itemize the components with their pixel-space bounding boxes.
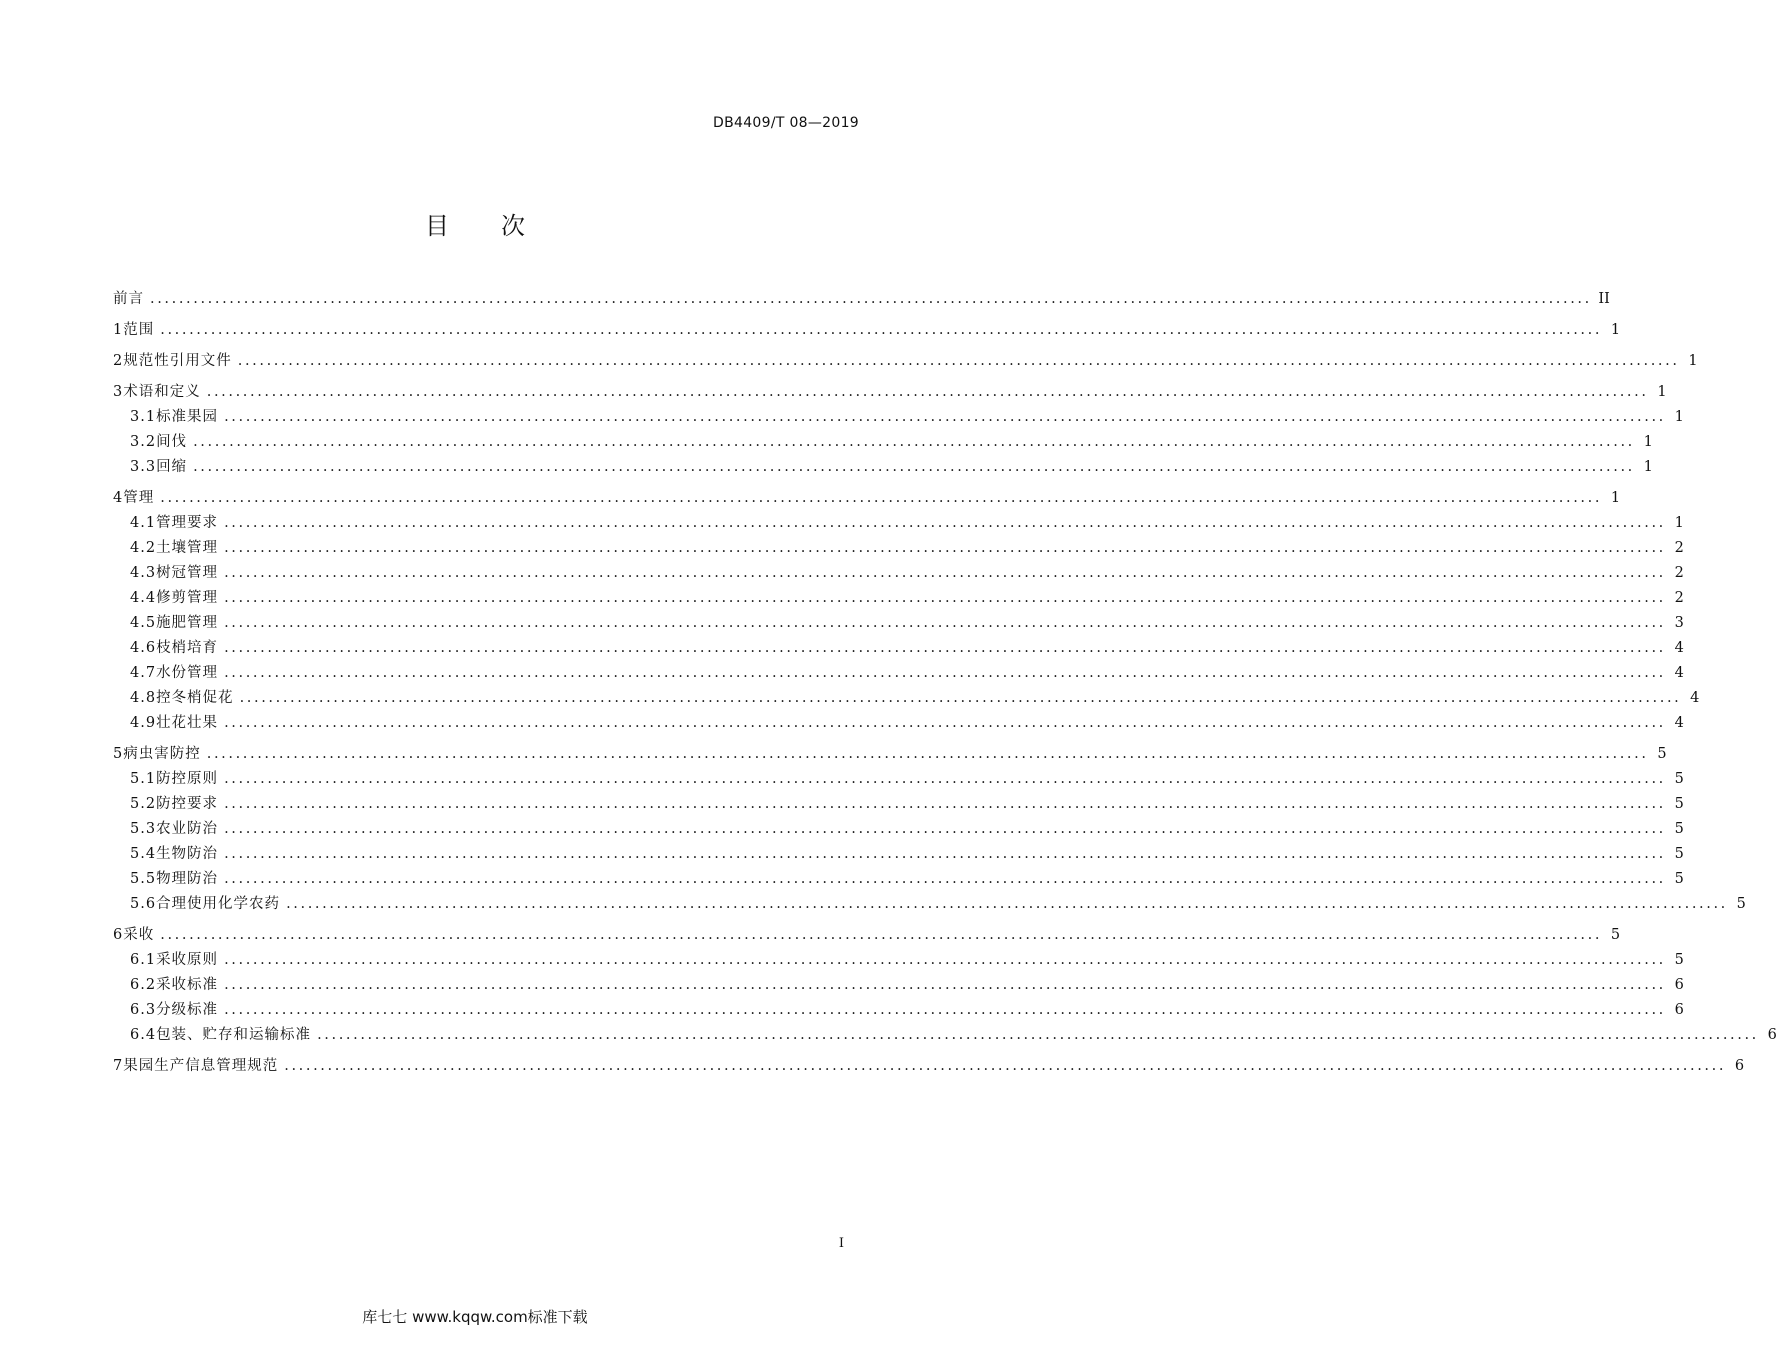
toc-leader-dots: ........................................................................................................................................................................................................ [224, 409, 1666, 425]
toc-entry-page: 6 [1674, 977, 1684, 993]
toc-leader-dots: ........................................................................................................................................................................................................ [286, 896, 1728, 912]
toc-entry-number: 5.5 [130, 871, 157, 887]
toc-leader-dots: ........................................................................................................................................................................................................ [224, 540, 1666, 556]
toc-entry[interactable] [113, 287, 1610, 312]
toc-entry-label: 回缩 [156, 459, 188, 475]
toc-entry[interactable] [113, 1054, 1745, 1079]
toc-entry-page: 1 [1610, 490, 1621, 506]
toc-entry-number: 6 [113, 927, 124, 943]
toc-entry-number: 4.6 [130, 640, 157, 656]
toc-entry-page: 5 [1674, 821, 1684, 837]
toc-entry-label: 农业防治 [156, 821, 219, 837]
toc-entry-page: 2 [1674, 565, 1684, 581]
document-code: DB4409/T 08—2019 [713, 115, 859, 131]
toc-entry-label: 防控要求 [156, 796, 219, 812]
toc-leader-dots: ........................................................................................................................................................................................................ [224, 1002, 1666, 1018]
toc-leader-dots: ........................................................................................................................................................................................................ [284, 1058, 1727, 1074]
toc-entry[interactable] [113, 380, 1667, 405]
toc-entry[interactable] [113, 867, 1684, 892]
toc-leader-dots: ........................................................................................................................................................................................................ [160, 322, 1603, 338]
toc-entry-page: 1 [1610, 322, 1621, 338]
toc-entry[interactable] [113, 430, 1653, 455]
toc-entry-page: 4 [1674, 715, 1684, 731]
toc-entry-label: 采收标准 [156, 977, 219, 993]
toc-entry-number: 6.1 [130, 952, 157, 968]
toc-entry-number: 4.1 [130, 515, 157, 531]
toc-entry-label: 树冠管理 [156, 565, 219, 581]
toc-entry-page: 6 [1674, 1002, 1684, 1018]
toc-entry-page: 5 [1736, 896, 1746, 912]
toc-entry[interactable] [113, 973, 1684, 998]
toc-leader-dots: ........................................................................................................................................................................................................ [224, 821, 1666, 837]
toc-entry[interactable] [113, 586, 1684, 611]
table-of-contents [113, 287, 1777, 1079]
toc-entry[interactable] [113, 405, 1684, 430]
toc-entry-label: 术语和定义 [123, 384, 201, 400]
toc-entry-page: 5 [1674, 952, 1684, 968]
toc-entry-number: 5.3 [130, 821, 157, 837]
toc-entry-number: 4.8 [130, 690, 157, 706]
toc-entry-page: 6 [1734, 1058, 1745, 1074]
toc-entry-label: 生物防治 [156, 846, 219, 862]
toc-leader-dots: ........................................................................................................................................................................................................ [224, 640, 1666, 656]
toc-entry[interactable] [113, 923, 1621, 948]
toc-entry-page: 5 [1657, 746, 1667, 762]
toc-entry-page: 1 [1643, 459, 1653, 475]
toc-entry-page: 1 [1674, 409, 1684, 425]
toc-leader-dots: ........................................................................................................................................................................................................ [224, 771, 1666, 787]
toc-leader-dots: ........................................................................................................................................................................................................ [224, 796, 1666, 812]
toc-entry-page: 1 [1688, 353, 1698, 369]
toc-entry-page: II [1598, 291, 1610, 307]
toc-entry[interactable] [113, 318, 1621, 343]
toc-entry-page: 2 [1674, 540, 1684, 556]
page-title [0, 206, 950, 241]
toc-entry-label: 土壤管理 [156, 540, 219, 556]
toc-leader-dots: ........................................................................................................................................................................................................ [224, 715, 1666, 731]
toc-entry-label: 管理要求 [156, 515, 219, 531]
toc-leader-dots: ........................................................................................................................................................................................................ [224, 846, 1666, 862]
toc-entry[interactable] [113, 948, 1684, 973]
toc-entry-label: 防控原则 [156, 771, 219, 787]
toc-entry-page: 1 [1643, 434, 1653, 450]
toc-entry-label: 合理使用化学农药 [156, 896, 281, 912]
toc-entry[interactable] [113, 792, 1684, 817]
toc-entry[interactable] [113, 817, 1684, 842]
toc-entry-label: 管理 [123, 490, 155, 506]
toc-leader-dots: ........................................................................................................................................................................................................ [206, 746, 1649, 762]
toc-entry-page: 5 [1674, 771, 1684, 787]
toc-entry[interactable] [113, 767, 1684, 792]
toc-entry[interactable] [113, 349, 1698, 374]
toc-entry-page: 5 [1674, 871, 1684, 887]
toc-entry-number: 6.4 [130, 1027, 157, 1043]
toc-entry-page: 2 [1674, 590, 1684, 606]
toc-leader-dots: ........................................................................................................................................................................................................ [224, 977, 1666, 993]
toc-entry-label: 标准果园 [156, 409, 219, 425]
toc-entry-number: 4.4 [130, 590, 157, 606]
toc-entry[interactable] [113, 486, 1621, 511]
toc-entry-page: 1 [1657, 384, 1667, 400]
toc-entry-page: 4 [1690, 690, 1700, 706]
toc-leader-dots: ........................................................................................................................................................................................................ [160, 490, 1603, 506]
toc-entry-number: 5.1 [130, 771, 157, 787]
toc-entry[interactable] [113, 455, 1653, 480]
toc-entry-label: 壮花壮果 [156, 715, 219, 731]
toc-entry-page: 4 [1674, 640, 1684, 656]
toc-leader-dots: ........................................................................................................................................................................................................ [224, 565, 1666, 581]
toc-entry[interactable] [113, 636, 1684, 661]
toc-entry-page: 5 [1610, 927, 1621, 943]
toc-leader-dots: ........................................................................................................................................................................................................ [206, 384, 1649, 400]
toc-entry-number: 6.2 [130, 977, 157, 993]
toc-entry-label: 范围 [123, 322, 155, 338]
title-char-1: 目 [425, 212, 449, 240]
toc-entry-number: 4.7 [130, 665, 157, 681]
toc-entry[interactable] [113, 561, 1684, 586]
toc-entry-number: 4.9 [130, 715, 157, 731]
toc-entry-number: 4 [113, 490, 124, 506]
toc-entry-label: 果园生产信息管理规范 [123, 1058, 279, 1074]
toc-entry-number: 4.3 [130, 565, 157, 581]
toc-entry-number: 3.2 [130, 434, 157, 450]
toc-entry-number: 6.3 [130, 1002, 157, 1018]
toc-entry-label: 控冬梢促花 [156, 690, 234, 706]
toc-leader-dots: ........................................................................................................................................................................................................ [239, 690, 1682, 706]
toc-leader-dots: ........................................................................................................................................................................................................ [193, 459, 1635, 475]
toc-entry-label: 包装、贮存和运输标准 [156, 1027, 312, 1043]
toc-leader-dots: ........................................................................................................................................................................................................ [150, 291, 1592, 307]
toc-entry-page: 1 [1674, 515, 1684, 531]
toc-entry-number: 3 [113, 384, 124, 400]
toc-entry[interactable] [113, 661, 1684, 686]
toc-entry-label: 间伐 [156, 434, 188, 450]
toc-entry-label: 施肥管理 [156, 615, 219, 631]
toc-leader-dots: ........................................................................................................................................................................................................ [317, 1027, 1759, 1043]
toc-entry[interactable] [113, 892, 1746, 917]
toc-entry[interactable] [113, 511, 1684, 536]
toc-entry-page: 6 [1767, 1027, 1777, 1043]
toc-leader-dots: ........................................................................................................................................................................................................ [237, 353, 1680, 369]
toc-entry-label: 规范性引用文件 [123, 353, 232, 369]
toc-entry-page: 4 [1674, 665, 1684, 681]
toc-entry-number: 4.5 [130, 615, 157, 631]
title-char-2: 次 [501, 212, 525, 240]
toc-entry-label: 病虫害防控 [123, 746, 201, 762]
toc-leader-dots: ........................................................................................................................................................................................................ [193, 434, 1635, 450]
toc-entry-label: 前言 [113, 291, 144, 307]
toc-entry[interactable] [113, 686, 1700, 711]
toc-leader-dots: ........................................................................................................................................................................................................ [224, 615, 1666, 631]
toc-entry-label: 物理防治 [156, 871, 219, 887]
toc-entry-label: 枝梢培育 [156, 640, 219, 656]
footer-watermark: 库七七 www.kqqw.com标准下载 [362, 1308, 588, 1326]
toc-entry[interactable] [113, 998, 1684, 1023]
toc-entry-number: 1 [113, 322, 124, 338]
toc-entry-label: 修剪管理 [156, 590, 219, 606]
toc-entry-number: 7 [113, 1058, 124, 1074]
toc-entry[interactable] [113, 1023, 1777, 1048]
toc-entry[interactable] [113, 742, 1667, 767]
page-number: I [838, 1236, 844, 1251]
toc-entry-number: 5 [113, 746, 124, 762]
toc-entry-page: 5 [1674, 846, 1684, 862]
toc-entry[interactable] [113, 842, 1684, 867]
toc-entry[interactable] [113, 711, 1684, 736]
toc-entry-label: 水份管理 [156, 665, 219, 681]
toc-leader-dots: ........................................................................................................................................................................................................ [160, 927, 1603, 943]
toc-leader-dots: ........................................................................................................................................................................................................ [224, 871, 1666, 887]
toc-entry-label: 采收原则 [156, 952, 219, 968]
toc-entry[interactable] [113, 536, 1684, 561]
toc-leader-dots: ........................................................................................................................................................................................................ [224, 665, 1666, 681]
toc-entry-label: 采收 [123, 927, 155, 943]
toc-entry-page: 3 [1674, 615, 1684, 631]
toc-entry[interactable] [113, 611, 1684, 636]
toc-entry-number: 5.6 [130, 896, 157, 912]
toc-entry-number: 2 [113, 353, 124, 369]
toc-entry-label: 分级标准 [156, 1002, 219, 1018]
toc-entry-number: 3.1 [130, 409, 157, 425]
toc-entry-number: 5.2 [130, 796, 157, 812]
toc-leader-dots: ........................................................................................................................................................................................................ [224, 515, 1666, 531]
toc-entry-number: 3.3 [130, 459, 157, 475]
toc-entry-page: 5 [1674, 796, 1684, 812]
toc-entry-number: 5.4 [130, 846, 157, 862]
toc-entry-number: 4.2 [130, 540, 157, 556]
toc-leader-dots: ........................................................................................................................................................................................................ [224, 590, 1666, 606]
toc-leader-dots: ........................................................................................................................................................................................................ [224, 952, 1666, 968]
